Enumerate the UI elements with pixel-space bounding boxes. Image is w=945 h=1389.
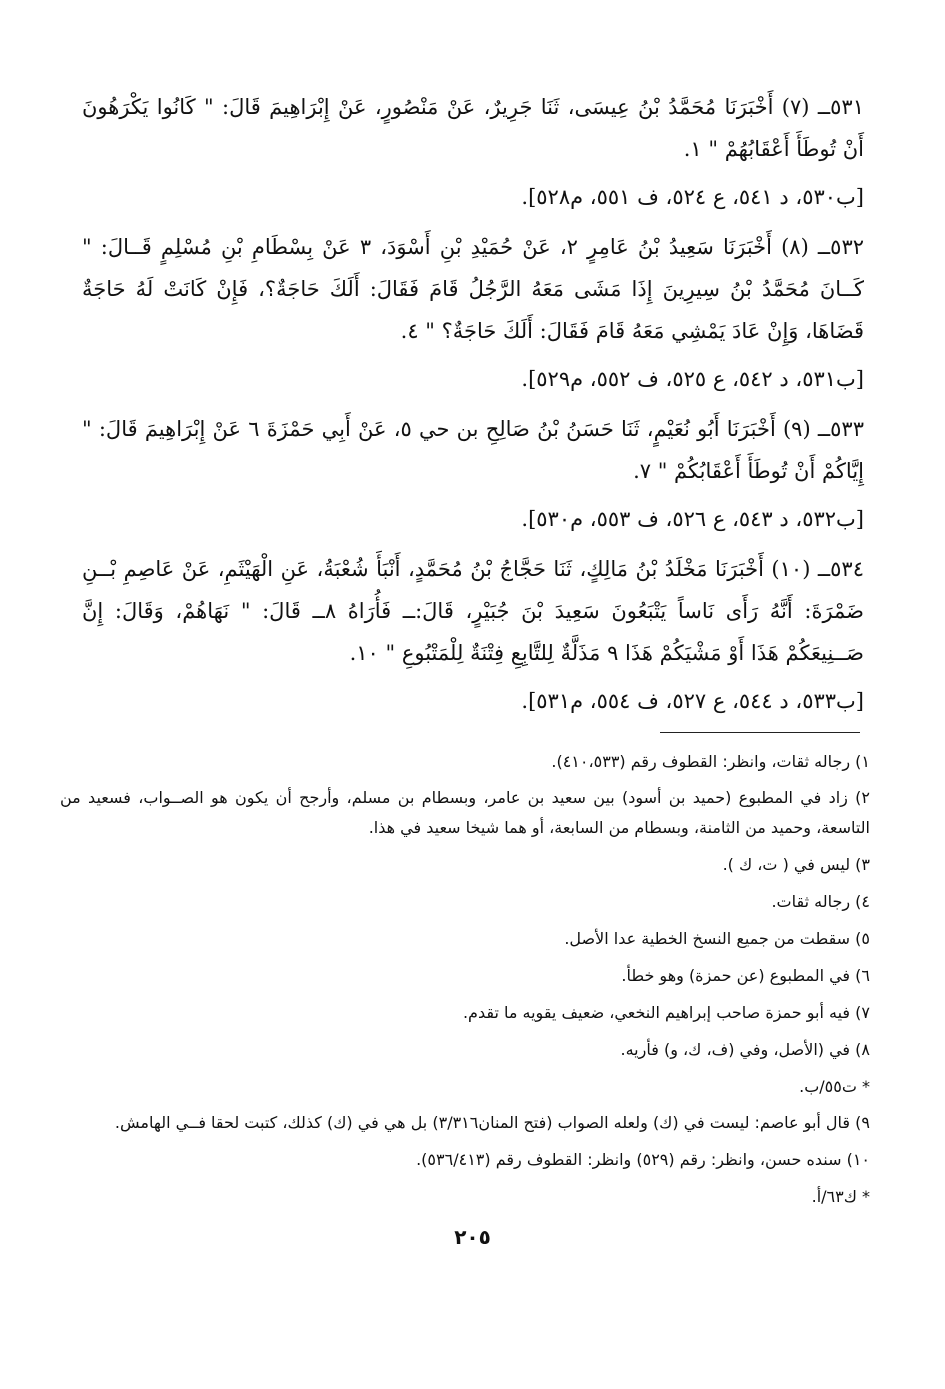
footnote-9: ٩) قال أبو عاصم: ليست في (ك) ولعله الصواب (فتح المنان٣/٣١٦) بل هي في (ك) كذلك، كتبت لحقا فــي الهامش. <box>114 1113 870 1132</box>
footnote-3: ٣) ليس في ( ت، ك ). <box>722 855 870 874</box>
footnote-10: ١٠) سنده حسن، وانظر: رقم (٥٢٩) وانظر: القطوف رقم (٥٣٦/٤١٣). <box>416 1150 870 1169</box>
footnote-divider <box>660 732 860 733</box>
reference-534: [ب٥٣٣، د ٥٤٤، ع ٥٢٧، ف ٥٥٤، م٥٣١]. <box>521 689 864 713</box>
footnote-marker-t55b: * ت٥٥/ب. <box>799 1077 870 1096</box>
main-text <box>82 86 864 730</box>
footnotes <box>60 746 870 1218</box>
footnote-7: ٧) فيه أبو حمزة صاحب إبراهيم النخعي، ضعيف يقويه ما تقدم. <box>462 1003 870 1022</box>
hadith-532: ٥٣٢ــ (٨) أَخْبَرَنَا سَعِيدُ بْنُ عَامِرٍ ٢، عَنْ حُمَيْدِ بْنِ أَسْوَدَ، ٣ عَنْ بِسْطَامِ بْنِ مُسْلِمٍ قَــالَ: " كَــانَ مُحَمَّدُ بْنُ سِيرِينَ إِذَا مَشَى مَعَهُ الرَّجُلُ قَامَ فَقَالَ: أَلَكَ حَاجَةٌ؟، فَإِنْ كَانَتْ لَهُ حَاجَةٌ قَضَاهَا، وَإِنْ عَادَ يَمْشِي مَعَهُ قَامَ فَقَالَ: أَلَكَ حَاجَةٌ؟ " ٤. <box>82 235 865 343</box>
footnote-6: ٦) في المطبوع (عن حمزة) وهو خطأ. <box>621 966 870 985</box>
hadith-531: ٥٣١ــ (٧) أَخْبَرَنَا مُحَمَّدُ بْنُ عِيسَى، ثَنَا جَرِيرٌ، عَنْ مَنْصُورٍ، عَنْ إِبْرَاهِيمَ قَالَ: " كَانُوا يَكْرَهُونَ أَنْ تُوطَأَ أَعْقَابُهُمْ " ١. <box>82 95 864 161</box>
footnote-marker-k63a: * ك٦٣/أ. <box>811 1187 870 1206</box>
reference-532: [ب٥٣١، د ٥٤٢، ع ٥٢٥، ف ٥٥٢، م٥٢٩]. <box>521 367 864 391</box>
page-number: ٢٠٥ <box>454 1225 491 1249</box>
footnote-1: ١) رجاله ثقات، وانظر: القطوف رقم (٤١٠،٥٣٣). <box>551 752 870 771</box>
footnote-8: ٨) في (الأصل، وفي (ف، ك، و) فأريه. <box>620 1040 870 1059</box>
footnote-4: ٤) رجاله ثقات. <box>771 892 870 911</box>
reference-531: [ب٥٣٠، د ٥٤١، ع ٥٢٤، ف ٥٥١، م٥٢٨]. <box>521 185 864 209</box>
reference-533: [ب٥٣٢، د ٥٤٣، ع ٥٢٦، ف ٥٥٣، م٥٣٠]. <box>521 507 864 531</box>
footnote-2: ٢) زاد في المطبوع (حميد بن أسود) بين سعيد بن عامر، وبسطام بن مسلم، وأرجح أن يكون هو الصــواب، فسعيد من التاسعة، وحميد من الثامنة، وبسطام من السابعة، أو هما شيخا سعيد في هذا. <box>60 788 870 837</box>
hadith-533: ٥٣٣ــ (٩) أَخْبَرَنَا أَبُو نُعَيْمٍ، ثَنَا حَسَنُ بْنُ صَالِحِ بن حي ٥، عَنْ أَبِي حَمْزَةَ ٦ عَنْ إِبْرَاهِيمَ قَالَ: " إِيَّاكُمْ أَنْ تُوطَأَ أَعْقَابُكُمْ " ٧. <box>82 417 864 483</box>
hadith-534: ٥٣٤ــ (١٠) أَخْبَرَنَا مَخْلَدُ بْنُ مَالِكٍ، ثَنَا حَجَّاجُ بْنُ مُحَمَّدٍ، أَنْبَأَ شُعْبَةُ، عَنِ الْهَيْثَمِ، عَنْ عَاصِمِ بْــنِ ضَمْرَةَ: أَنَّهُ رَأَى نَاساً يَتْبَعُونَ سَعِيدَ بْنَ جُبَيْرٍ، قَالَ:ــ فَأُرَاهُ ٨ــ قَالَ: " نَهَاهُمْ، وَقَالَ: إِنَّ صَــنِيعَكُمْ هَذَا أَوْ مَشْيَكُمْ هَذَا ٩ مَذَلَّةٌ لِلتَّابِعِ فِتْنَةٌ لِلْمَتْبُوعِ " ١٠. <box>82 557 865 665</box>
footnote-5: ٥) سقطت من جميع النسخ الخطية عدا الأصل. <box>564 929 870 948</box>
